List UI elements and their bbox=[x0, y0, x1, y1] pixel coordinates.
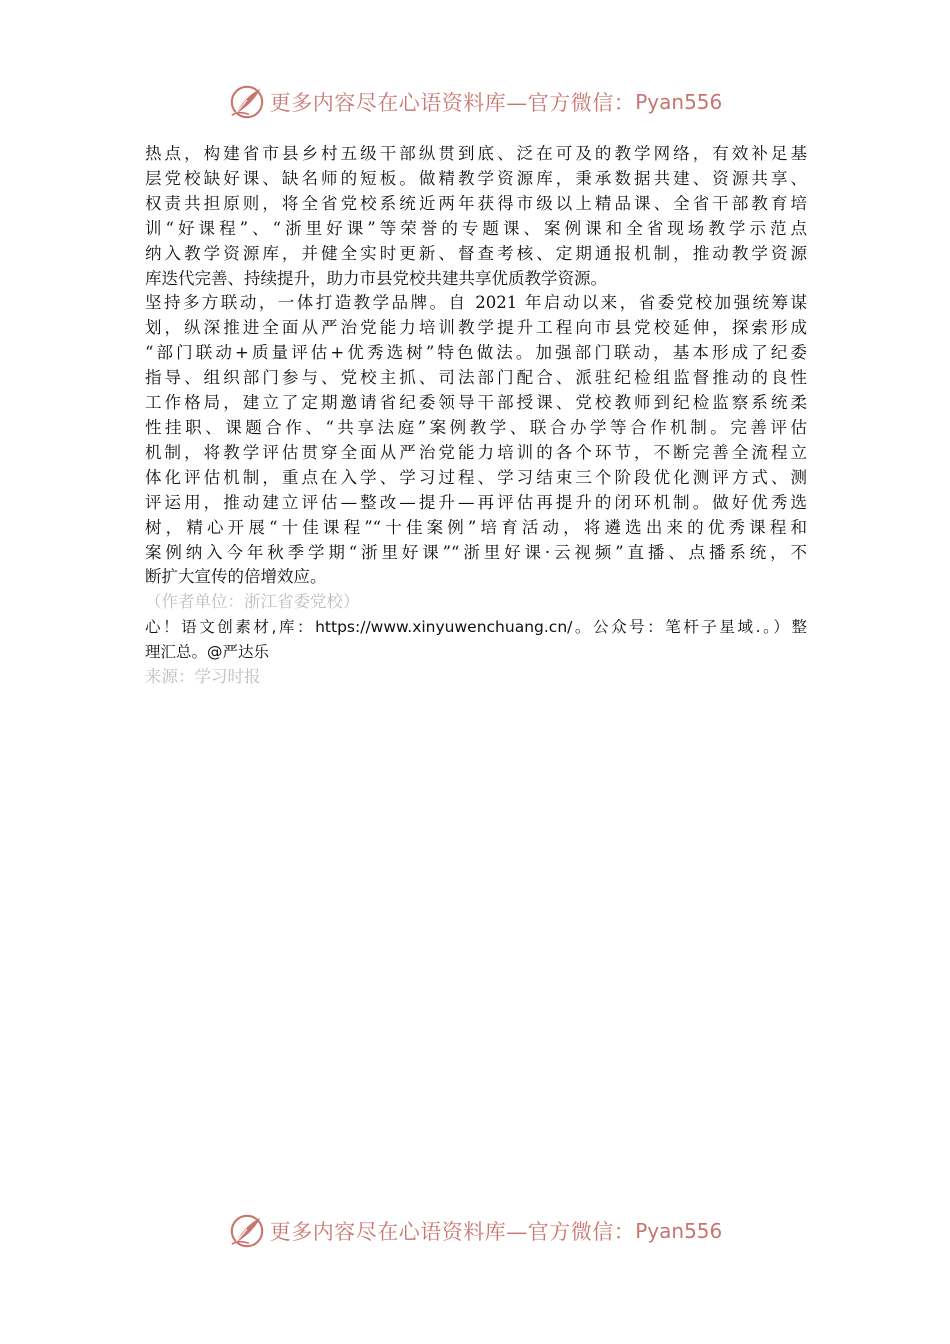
article-body bbox=[145, 142, 807, 690]
text-line: 性挂职、课题合作、“共享法庭”案例教学、联合办学等合作机制。完善评估 bbox=[145, 417, 807, 437]
text-line: 纳入教学资源库，并健全实时更新、督查考核、定期通报机制，推动教学资源 bbox=[145, 243, 807, 263]
text-line: 体化评估机制，重点在入学、学习过程、学习结束三个阶段优化测评方式、测 bbox=[145, 467, 807, 487]
banner-wechat-id: Pyan556 bbox=[635, 90, 723, 114]
text-line: 断扩大宣传的倍增效应。 bbox=[145, 567, 327, 587]
footer-watermark bbox=[0, 1209, 950, 1253]
text-line: 机制，将教学评估贯穿全面从严治党能力培训的各个环节，不断完善全流程立 bbox=[145, 442, 807, 462]
source-line: 来源：学习时报 bbox=[145, 667, 261, 687]
paragraph-1 bbox=[145, 142, 807, 291]
notice-line: 心！语文创素材,库：https://www.xinyuwenchuang.cn/。公众号：笔杆子星域.。）整 bbox=[145, 618, 807, 637]
quill-logo-icon bbox=[228, 1212, 266, 1250]
banner-text: 更多内容尽在心语资料库—官方微信： bbox=[269, 1220, 636, 1244]
text-line: 坚持多方联动，一体打造教学品牌。自 2021 年启动以来，省委党校加强统筹谋 bbox=[145, 293, 807, 313]
author-unit: （作者单位：浙江省委党校） bbox=[145, 592, 360, 612]
quill-logo-icon bbox=[228, 83, 266, 121]
text-line: 训“好课程”、“浙里好课”等荣誉的专题课、案例课和全省现场教学示范点 bbox=[145, 218, 807, 238]
text-line: 工作格局，建立了定期邀请省纪委领导干部授课、党校教师到纪检监察系统柔 bbox=[145, 393, 807, 413]
text-line: 库迭代完善、持续提升，助力市县党校共建共享优质教学资源。 bbox=[145, 268, 607, 288]
text-line: 层党校缺好课、缺名师的短板。做精教学资源库，秉承数据共建、资源共享、 bbox=[145, 168, 807, 188]
text-line: 案例纳入今年秋季学期“浙里好课”“浙里好课·云视频”直播、点播系统，不 bbox=[145, 542, 807, 562]
text-line: “部门联动+质量评估+优秀选树”特色做法。加强部门联动，基本形成了纪委 bbox=[145, 343, 807, 363]
text-line: 划，纵深推进全面从严治党能力培训教学提升工程向市县党校延伸，探索形成 bbox=[145, 318, 807, 338]
paragraph-2 bbox=[145, 291, 807, 590]
notice-line: 理汇总。@严达乐 bbox=[145, 643, 270, 662]
text-line: 指导、组织部门参与、党校主抓、司法部门配合、派驻纪检组监督推动的良性 bbox=[145, 368, 807, 388]
text-line: 权责共担原则，将全省党校系统近两年获得市级以上精品课、全省干部教育培 bbox=[145, 193, 807, 213]
banner-wechat-id: Pyan556 bbox=[635, 1219, 723, 1243]
text-line: 树，精心开展“十佳课程”“十佳案例”培育活动，将遴选出来的优秀课程和 bbox=[145, 517, 807, 537]
text-line: 评运用，推动建立评估—整改—提升—再评估再提升的闭环机制。做好优秀选 bbox=[145, 492, 807, 512]
header-watermark bbox=[0, 80, 950, 124]
banner-text: 更多内容尽在心语资料库—官方微信： bbox=[269, 91, 636, 115]
resource-notice bbox=[145, 615, 807, 665]
text-line: 热点，构建省市县乡村五级干部纵贯到底、泛在可及的教学网络，有效补足基 bbox=[145, 144, 807, 163]
